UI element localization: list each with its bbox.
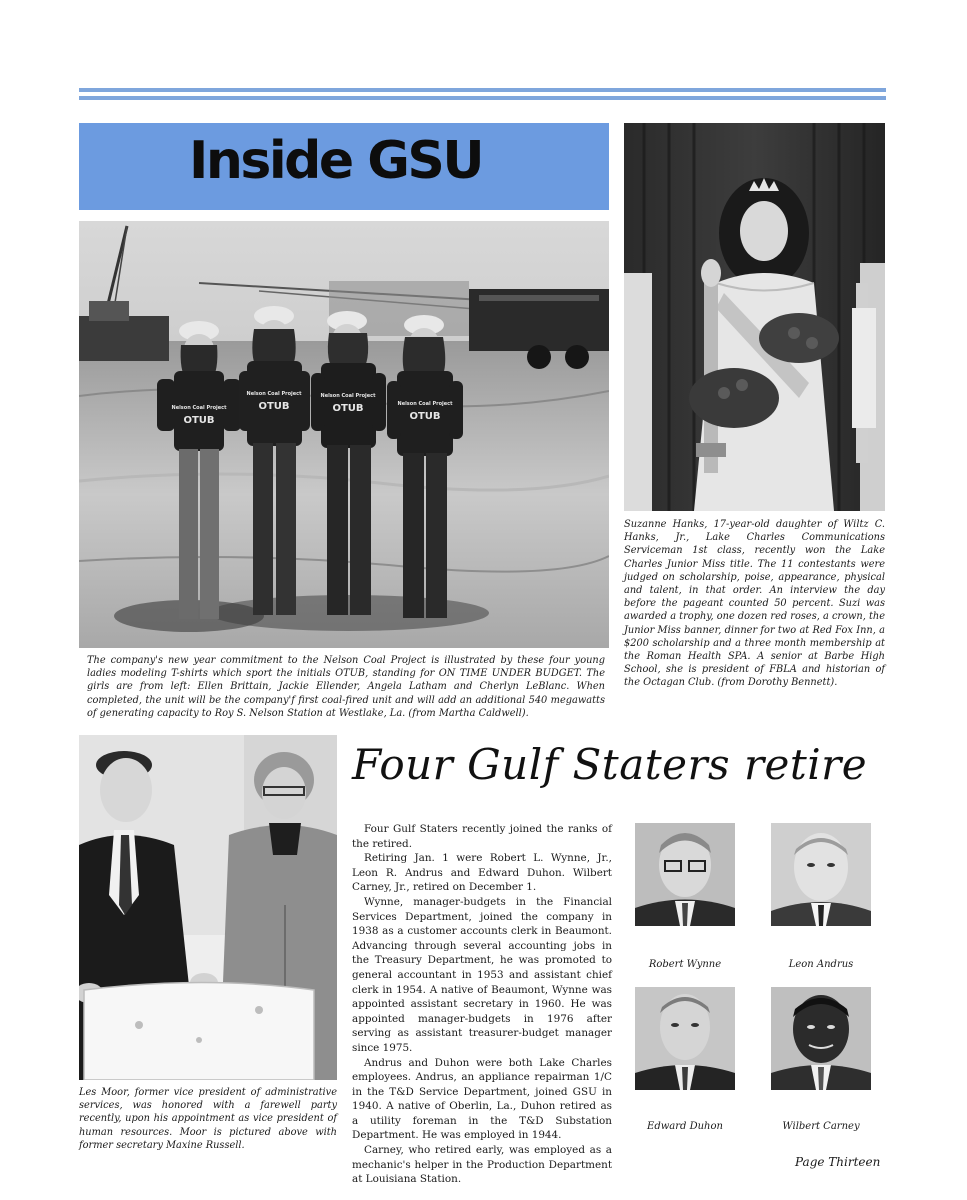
- coal-project-caption: The company's new year commitment to the Nelson Coal Project is illustrated by these four young ladies modeling T-shirts which sport the initials OTUB, standing for ON TIME UNDER BUDGET. The girls are from left: Ellen Brittain, Jackie Ellender, Angela Latham and Cherlyn LeBlanc. When completed, the unit will be the company'f first coal-fired unit and will add an additional 540 megawatts of generating capacity to Roy S. Nelson Station at Westlake, La. (from Martha Caldwell).: [87, 655, 605, 719]
- shirt-text-3: Nelson Coal Project: [320, 393, 376, 399]
- page-number: Page Thirteen: [795, 1155, 881, 1169]
- junior-miss-photo: [624, 123, 885, 511]
- portrait-name-duhon: Edward Duhon: [647, 1121, 723, 1132]
- article-body: [352, 822, 612, 1187]
- article-paragraph: Wynne, manager-budgets in the Financial Services Department, joined the company in 1938 as a customer accounts clerk in Beaumont. Advancing through several accounting jobs in the Treasury Department, he was promoted to general accountant in 1953 and assistant chief clerk in 1954. A native of Beaumont, Wynne was appointed assistant secretary in 1960. He was appointed manager-budgets in 1976 after serving as assistant treasurer-budget manager since 1975.: [352, 895, 612, 1054]
- shirt-text-2: Nelson Coal Project: [246, 391, 302, 397]
- portrait-name-wynne: Robert Wynne: [648, 959, 722, 970]
- portrait-name-carney: Wilbert Carney: [782, 1121, 860, 1132]
- top-rule: [79, 88, 886, 92]
- section-banner: [79, 123, 609, 210]
- shirt-initials-1: OTUB: [183, 415, 215, 426]
- farewell-caption: Les Moor, former vice president of administrative services, was honored with a farewell party recently, upon his appointment as vice president of human resources. Moor is pictured above with former secretary Maxine Russell.: [79, 1087, 337, 1151]
- article-paragraph: Carney, who retired early, was employed as a mechanic's helper in the Production Department at Louisiana Station.: [352, 1144, 612, 1186]
- farewell-photo: [79, 735, 337, 1080]
- portrait-duhon: [635, 987, 735, 1090]
- shirt-text-4: Nelson Coal Project: [397, 401, 453, 407]
- article-paragraph: Retiring Jan. 1 were Robert L. Wynne, Jr., Leon R. Andrus and Edward Duhon. Wilbert Carney, Jr., retired on December 1.: [352, 852, 612, 894]
- portrait-wynne: [635, 823, 735, 926]
- article-paragraph: Four Gulf Staters recently joined the ranks of the retired.: [352, 823, 612, 850]
- shirt-initials-4: OTUB: [409, 411, 441, 422]
- shirt-text-1: Nelson Coal Project: [171, 405, 227, 411]
- junior-miss-caption: Suzanne Hanks, 17-year-old daughter of Wiltz C. Hanks, Jr., Lake Charles Communications Serviceman 1st class, recently won the Lake Charles Junior Miss title. The 11 contestants were judged on scholarship, poise, appearance, physical and talent, in that order. An interview the day before the pageant counted 50 percent. Suzi was awarded a trophy, one dozen red roses, a crown, the Junior Miss banner, dinner for two at Red Fox Inn, a $200 scholarship and a three month membership at the Roman Health SPA. A senior at Barbe High School, she is president of FBLA and historian of the Octagan Club. (from Dorothy Bennett).: [624, 519, 885, 689]
- section-title: Inside GSU: [189, 131, 483, 191]
- article-headline: Four Gulf Staters retire: [352, 740, 868, 789]
- shirt-initials-2: OTUB: [258, 401, 290, 412]
- coal-project-photo: [79, 221, 609, 648]
- portrait-name-andrus: Leon Andrus: [788, 959, 854, 970]
- portrait-andrus: [771, 823, 871, 926]
- shirt-initials-3: OTUB: [332, 403, 364, 414]
- top-rule-second: [79, 96, 886, 100]
- article-paragraph: Andrus and Duhon were both Lake Charles employees. Andrus, an appliance repairman 1/C in the T&D Service Department, joined GSU in 1940. A native of Oberlin, La., Duhon retired as a utility foreman in the T&D Substation Department. He was employed in 1944.: [352, 1056, 612, 1142]
- portrait-carney: [771, 987, 871, 1090]
